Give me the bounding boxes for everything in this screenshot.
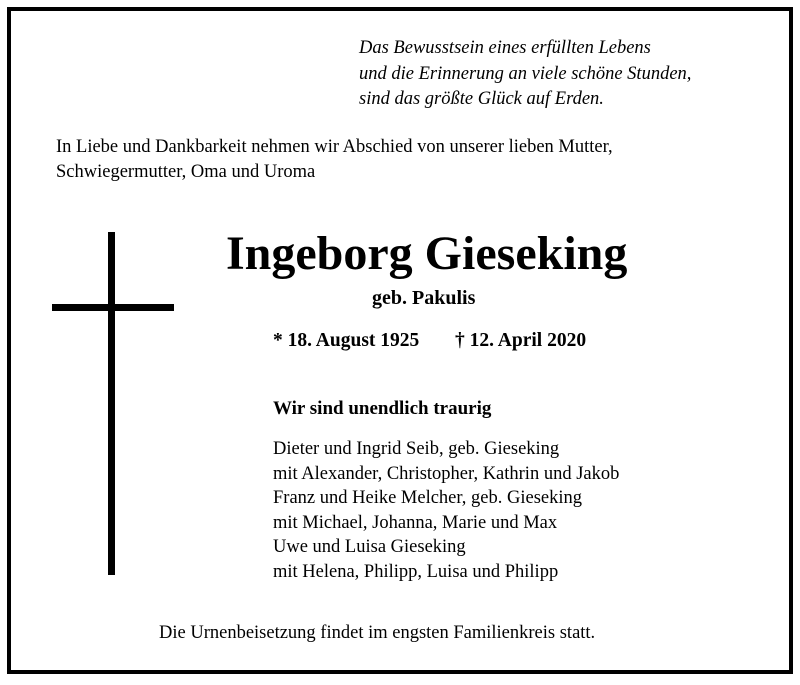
family-member-line: Uwe und Luisa Gieseking xyxy=(273,537,466,558)
quote-line: Das Bewusstsein eines erfüllten Lebens xyxy=(359,38,651,58)
death-date: † 12. April 2020 xyxy=(455,330,587,351)
family-member-line: mit Helena, Philipp, Luisa und Philipp xyxy=(273,561,559,582)
quote-line: und die Erinnerung an viele schöne Stunden, xyxy=(359,63,692,84)
family-member-line: Franz und Heike Melcher, geb. Gieseking xyxy=(273,488,583,509)
quote-line: sind das größte Glück auf Erden. xyxy=(359,89,604,109)
family-list xyxy=(273,437,619,585)
cross-vertical-bar xyxy=(108,232,115,575)
cross-horizontal-bar xyxy=(52,304,174,311)
memorial-quote xyxy=(359,36,691,113)
family-member-line: mit Michael, Johanna, Marie und Max xyxy=(273,512,558,533)
birth-date: * 18. August 1925 xyxy=(273,330,420,351)
family-member-line: Dieter und Ingrid Seib, geb. Gieseking xyxy=(273,439,560,459)
maiden-name: geb. Pakulis xyxy=(372,287,476,309)
burial-notice: Die Urnenbeisetzung findet im engsten Familienkreis statt. xyxy=(159,623,596,643)
intro-line: In Liebe und Dankbarkeit nehmen wir Abschied von unserer lieben Mutter, xyxy=(56,137,613,157)
family-member-line: mit Alexander, Christopher, Kathrin und Jakob xyxy=(273,463,620,484)
intro-text xyxy=(56,135,613,185)
intro-line: Schwiegermutter, Oma und Uroma xyxy=(56,162,316,182)
deceased-name: Ingeborg Gieseking xyxy=(226,227,628,280)
mourning-line: Wir sind unendlich traurig xyxy=(273,398,492,419)
